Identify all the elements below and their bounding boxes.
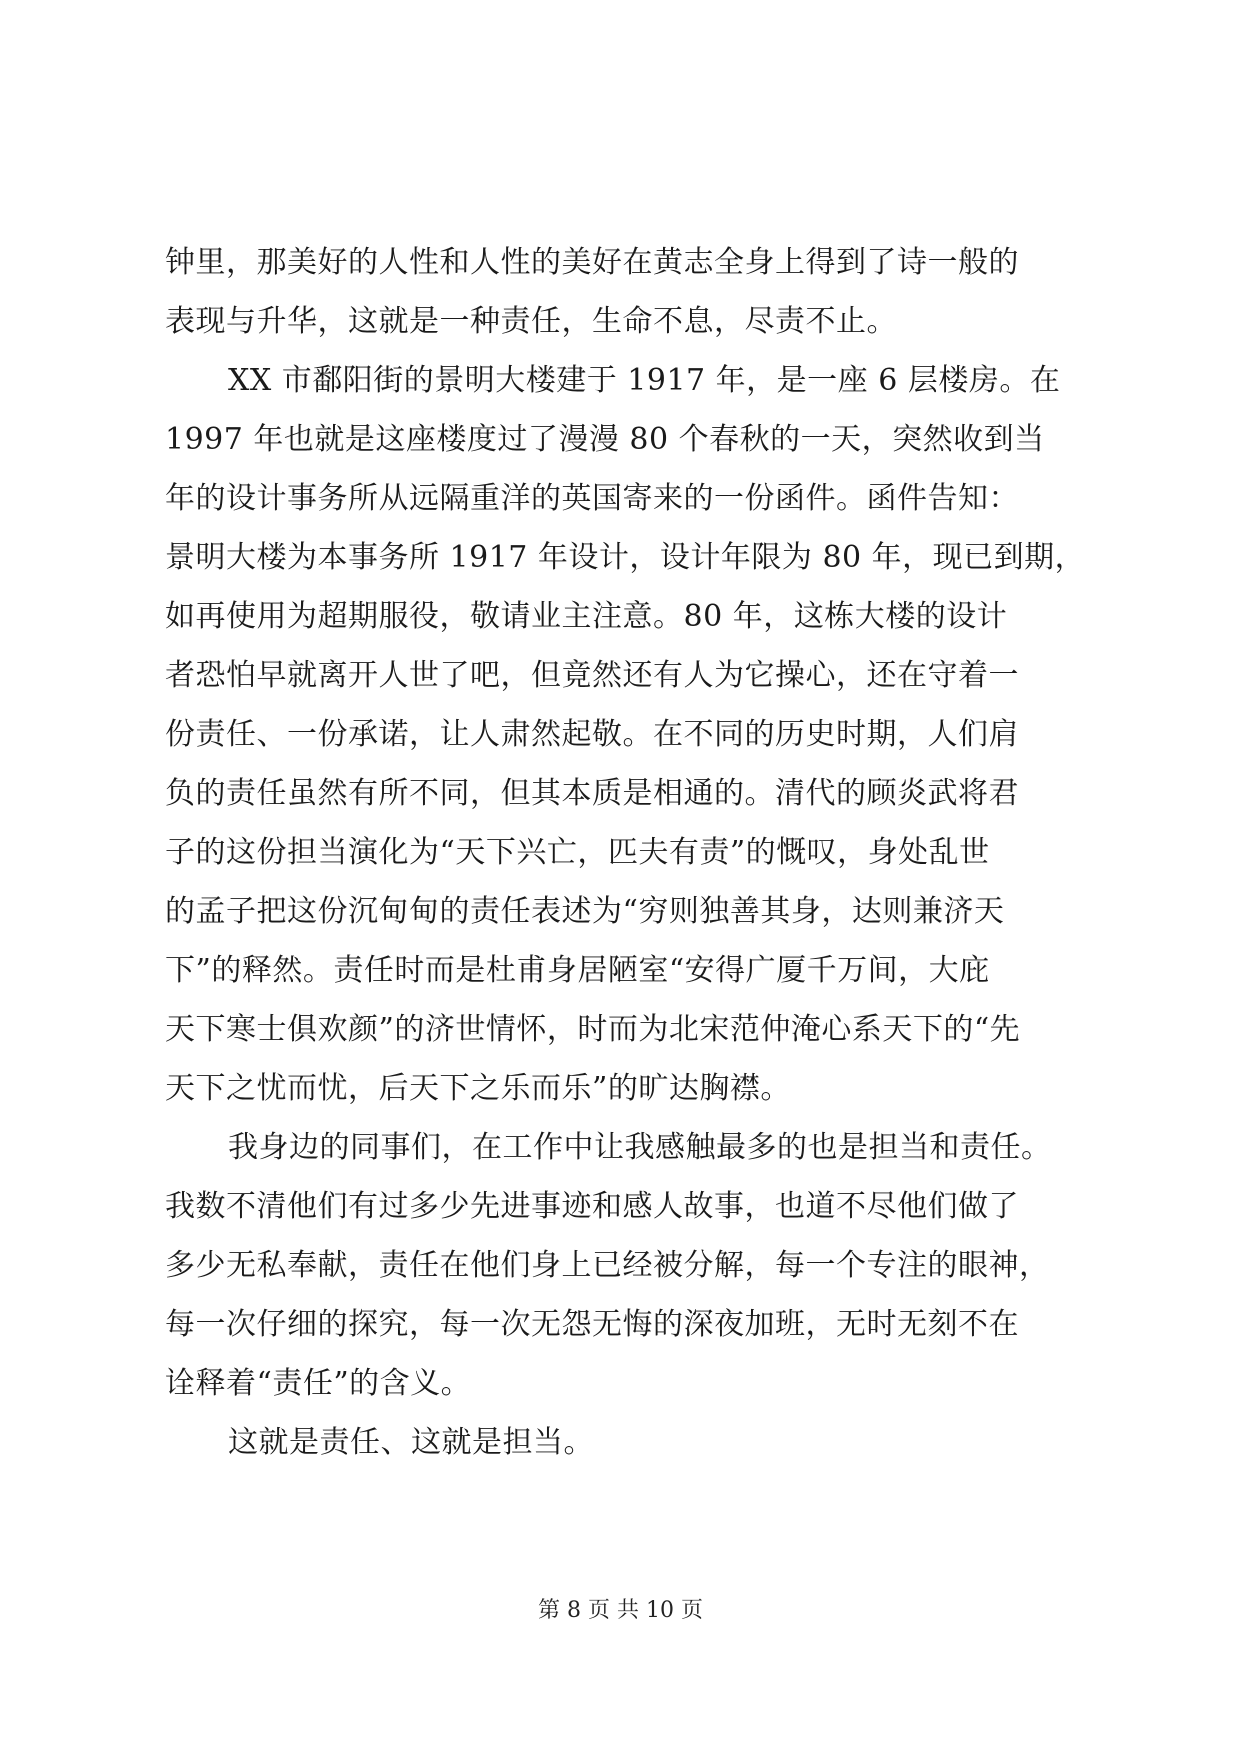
text-line: 诠释着“责任”的含义。	[165, 1366, 472, 1401]
text-line: 负的责任虽然有所不同，但其本质是相通的。清代的顾炎武将君	[165, 776, 1019, 811]
text-line: 我数不清他们有过多少先进事迹和感人故事，也道不尽他们做了	[165, 1189, 1019, 1224]
text-line: 天下寒士俱欢颜”的济世情怀，时而为北宋范仲淹心系天下的“先	[165, 1012, 1021, 1047]
text-line: 多少无私奉献，责任在他们身上已经被分解，每一个专注的眼神，	[165, 1248, 1050, 1283]
text-line: 我身边的同事们，在工作中让我感触最多的也是担当和责任。	[228, 1130, 1052, 1165]
text-line: 景明大楼为本事务所 1917 年设计，设计年限为 80 年，现已到期，	[165, 540, 1086, 575]
text-line: 份责任、一份承诺，让人肃然起敬。在不同的历史时期，人们肩	[165, 717, 1019, 752]
text-line: 如再使用为超期服役，敬请业主注意。80 年，这栋大楼的设计	[165, 599, 1008, 634]
text-line: 子的这份担当演化为“天下兴亡，匹夫有责”的慨叹，身处乱世	[165, 835, 990, 870]
text-line: 的孟子把这份沉甸甸的责任表述为“穷则独善其身，达则兼济天	[165, 894, 1005, 929]
text-line: 年的设计事务所从远隔重洋的英国寄来的一份函件。函件告知：	[165, 481, 1019, 516]
text-line: 钟里，那美好的人性和人性的美好在黄志全身上得到了诗一般的	[165, 245, 1019, 280]
text-line: 表现与升华，这就是一种责任，生命不息，尽责不止。	[165, 304, 897, 339]
text-line: XX 市鄱阳街的景明大楼建于 1917 年，是一座 6 层楼房。在	[228, 363, 1061, 398]
text-line: 每一次仔细的探究，每一次无怨无悔的深夜加班，无时无刻不在	[165, 1307, 1019, 1342]
text-line: 天下之忧而忧，后天下之乐而乐”的旷达胸襟。	[165, 1071, 791, 1106]
text-line: 1997 年也就是这座楼度过了漫漫 80 个春秋的一天，突然收到当	[165, 422, 1045, 457]
text-line: 下”的释然。责任时而是杜甫身居陋室“安得广厦千万间，大庇	[165, 953, 990, 988]
page-number-footer: 第 8 页 共 10 页	[538, 1598, 703, 1623]
text-line: 者恐怕早就离开人世了吧，但竟然还有人为它操心，还在守着一	[165, 658, 1019, 693]
text-line: 这就是责任、这就是担当。	[228, 1425, 594, 1460]
